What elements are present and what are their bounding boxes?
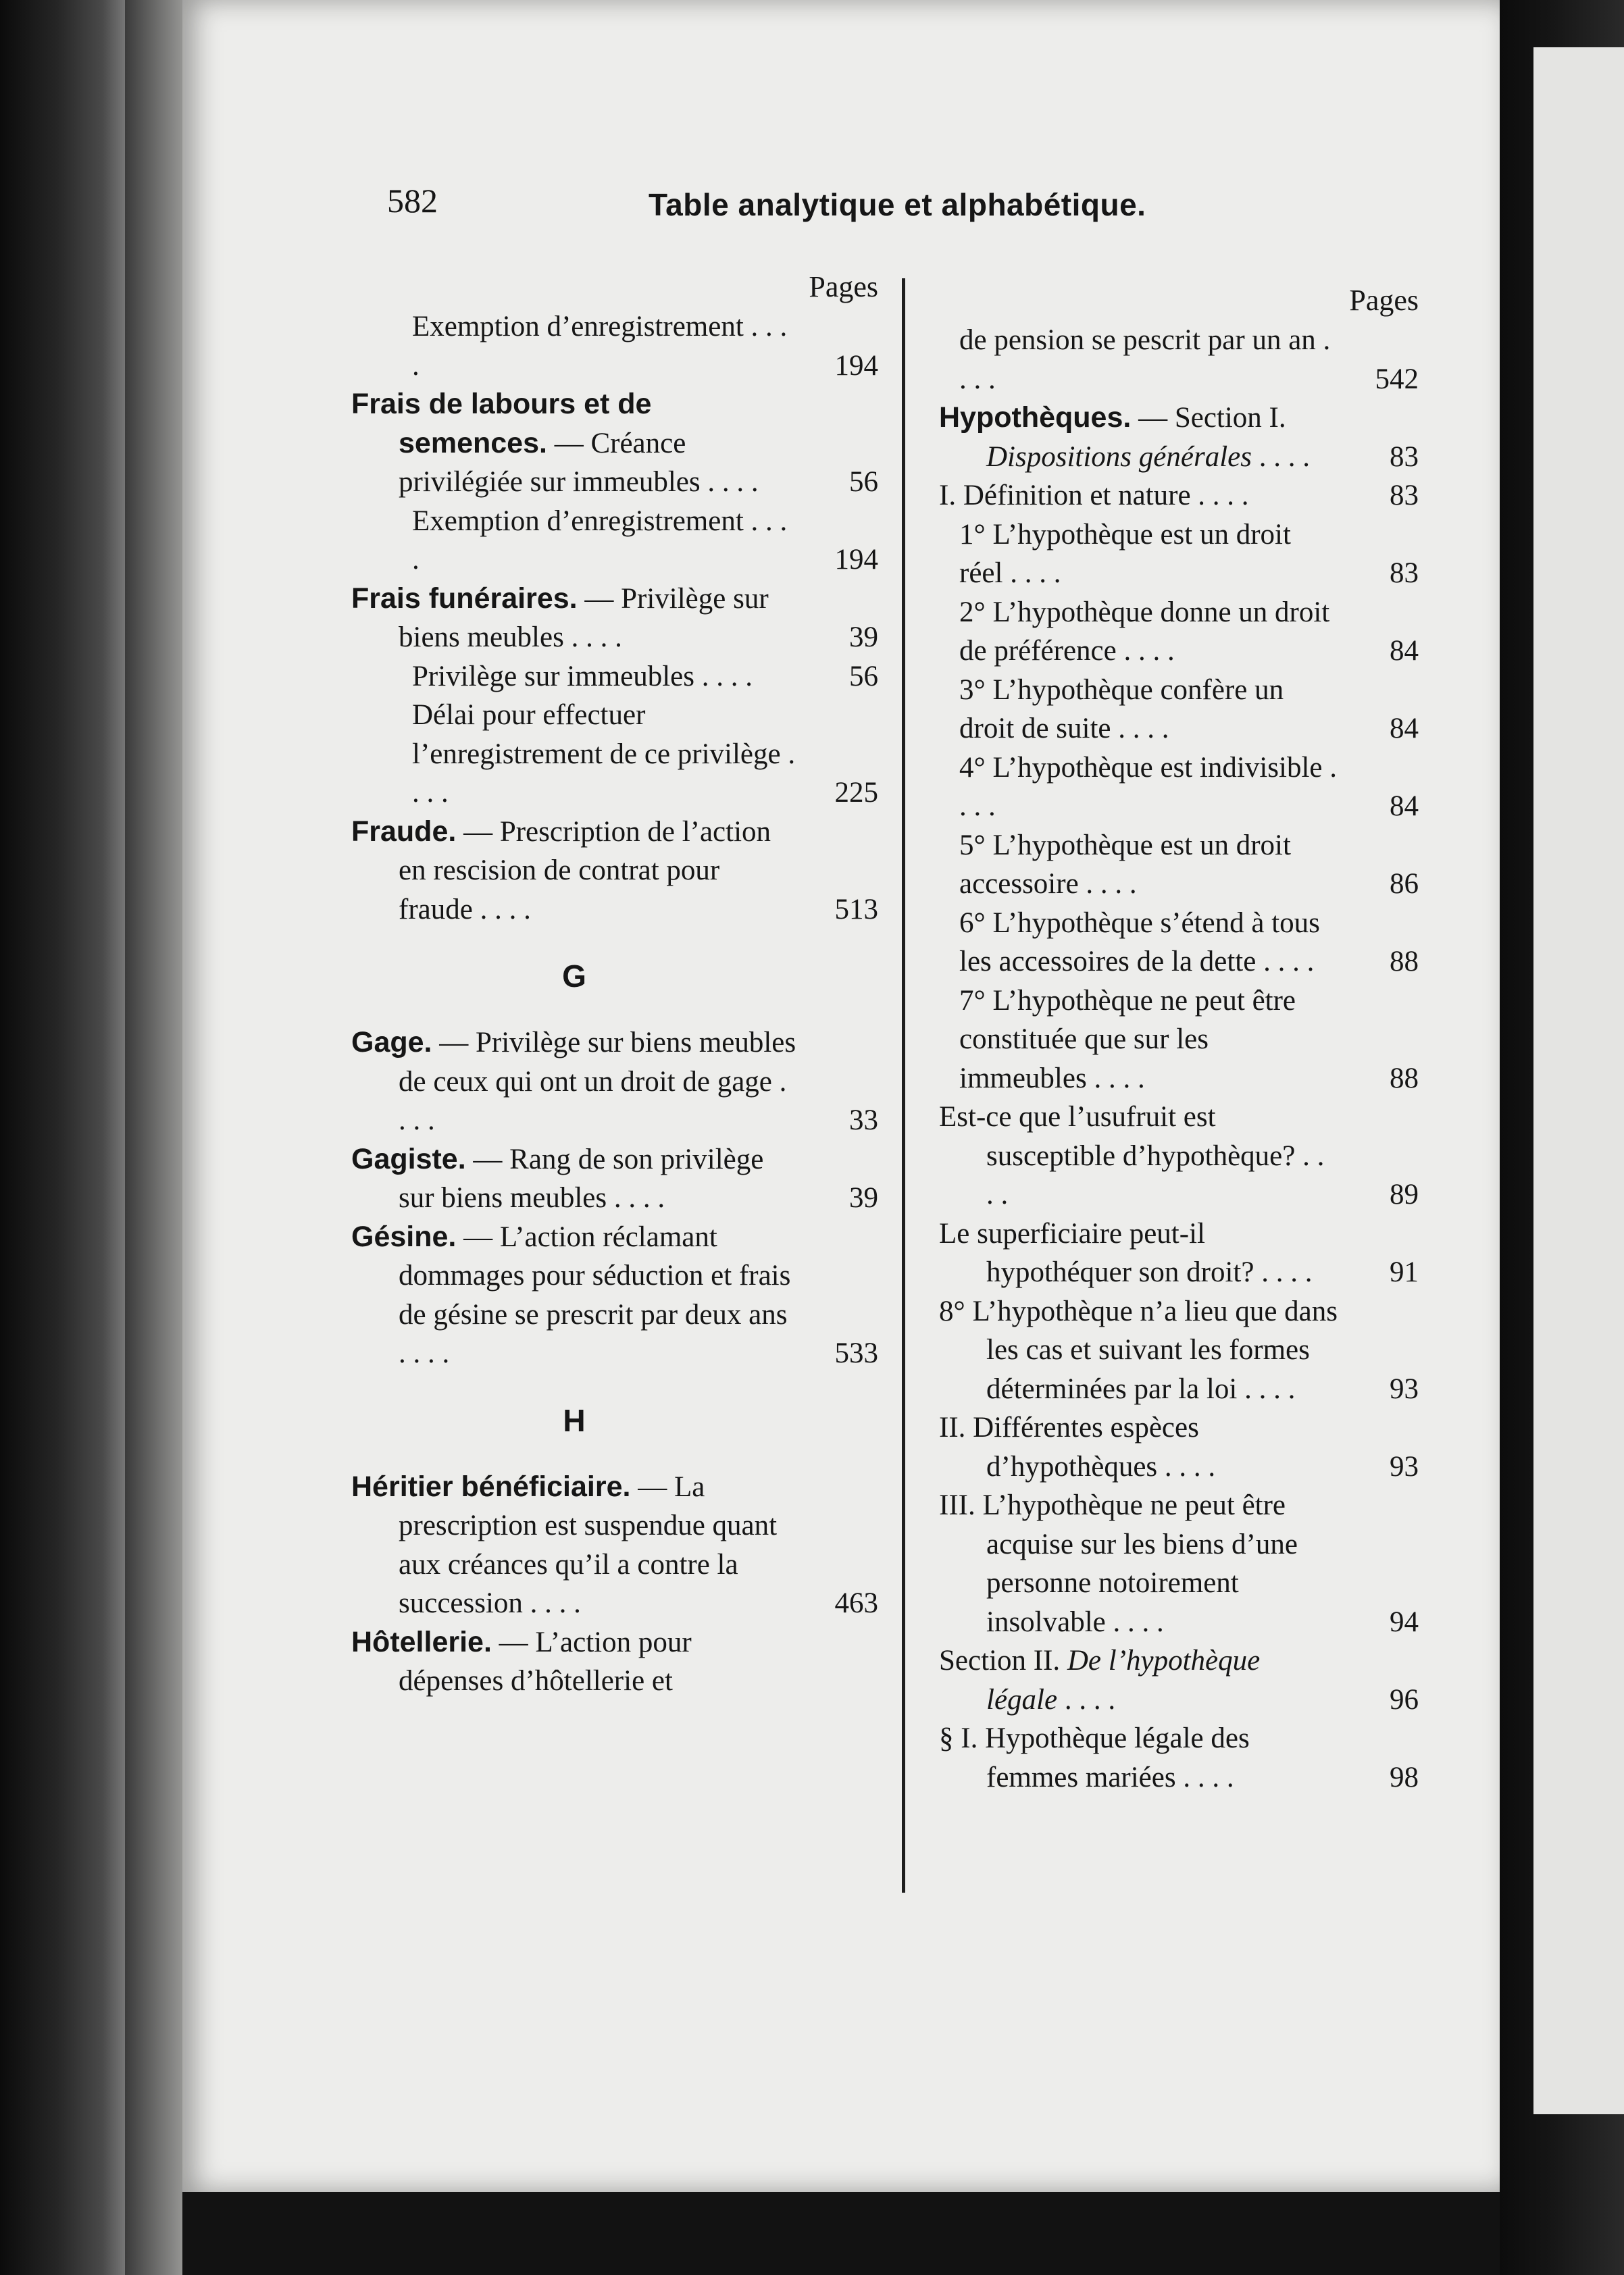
entry-description: 8° L’hypothèque n’a lieu que dans les cas et suivant les formes déterminées par la loi [939,1295,1338,1405]
leader-dots: . . . . [1057,1683,1116,1716]
page-reference: 39 [849,1182,878,1214]
index-entry [351,1140,878,1218]
leader-dots: . . . . [522,1587,581,1619]
index-entry [919,515,1419,593]
book-spine [0,0,128,2275]
right-entries [919,321,1419,1797]
index-entry [919,826,1419,904]
page-reference: 513 [834,893,878,925]
index-entry [351,1218,878,1373]
page-reference: 84 [1390,713,1419,744]
left-column [351,267,878,1701]
entry-text [351,1468,797,1623]
page-reference: 84 [1390,635,1419,667]
entry-description: Exemption d’enregistrement [412,311,744,342]
index-entry [351,385,878,502]
page-reference: 225 [834,777,878,809]
entry-text [959,515,1338,593]
page-reference: 98 [1390,1761,1419,1793]
entry-text [959,593,1338,671]
entry-description: 1° L’hypothèque est un droit réel [959,518,1291,589]
index-entry [919,1641,1419,1719]
entry-text [939,1719,1338,1797]
entry-text [351,813,797,929]
page-reference: 463 [834,1587,878,1619]
entry-text [959,671,1338,748]
index-entry [351,813,878,929]
page-reference: 83 [1390,480,1419,511]
leader-dots: . . . . [1190,480,1249,511]
bottom-border [182,2192,1500,2275]
entry-text [959,826,1338,904]
entry-heading: Gage. [351,1026,432,1058]
leader-dots: . . . . [412,505,788,576]
leader-dots: . . . . [1078,868,1137,900]
page-reference: 91 [1390,1256,1419,1288]
entry-description: Est-ce que l’usufruit est susceptible d’hypothèque? [939,1101,1296,1172]
index-entry [919,1098,1419,1215]
leader-dots: . . . . [607,1182,665,1214]
page-reference: 56 [849,466,878,498]
leader-dots: . . . . [399,1065,787,1136]
entry-description: — Créance privilégiée sur immeubles [399,427,701,498]
index-entry [919,593,1419,671]
column-divider [902,278,905,1893]
entry-heading: Gagiste. [351,1142,466,1175]
entry-description: 7° L’hypothèque ne peut être constituée que sur les immeubles [959,984,1296,1094]
leader-dots: . . . . [399,1337,450,1369]
entry-description: — La prescription est suspendue quant aux créances qu’il a contre la succession [399,1471,778,1619]
entry-description: I. Définition et nature [939,480,1191,511]
index-entry [919,1292,1419,1409]
entry-description: — Section I. [1131,402,1286,434]
index-entry [919,1408,1419,1486]
leader-dots: . . . . [986,1140,1325,1210]
index-entry [919,981,1419,1098]
entry-text [412,307,797,385]
entry-description: 3° L’hypothèque confère un droit de suite [959,673,1284,744]
entry-text [351,580,797,657]
entry-description: — L’action réclamant dommages pour séduction et frais de gésine se prescrit par deux ans [399,1221,791,1331]
leader-dots: . . . . [1116,635,1175,667]
index-entry [919,671,1419,748]
leader-dots: . . . . [1003,557,1061,589]
entry-description: Le superficiaire peut-il hypothéquer son droit? [939,1217,1254,1288]
leader-dots: . . . . [1254,1256,1313,1288]
entry-text [959,904,1338,981]
left-entries-h [351,1468,878,1701]
leader-dots: . . . . [412,311,788,382]
index-entry [919,904,1419,981]
page-reference: 194 [834,349,878,382]
entry-italic: Dispositions générales [986,440,1252,473]
leader-dots: . . . . [563,621,622,653]
entry-text [939,1292,1338,1409]
index-entry [351,1468,878,1623]
page-reference: 89 [1390,1179,1419,1210]
section-letter-g: G [562,958,586,994]
leader-dots: . . . . [1157,1450,1216,1483]
entry-text [412,657,797,696]
entry-text [412,502,797,580]
page-reference: 96 [1390,1683,1419,1716]
entry-text [939,1408,1338,1486]
leader-dots: . . . . [1237,1373,1296,1405]
page-reference: 88 [1390,1062,1419,1094]
page-reference: 94 [1390,1606,1419,1638]
left-entries-g [351,1023,878,1373]
pages-header-right: Pages [1349,284,1419,317]
page-reference: 88 [1390,946,1419,977]
entry-description: — Rang de son privilège sur biens meubles [399,1143,764,1214]
page-reference: 33 [849,1104,878,1136]
entry-heading: Frais funéraires. [351,582,578,615]
running-header: Table analytique et alphabétique. [649,187,1146,222]
entry-description: III. L’hypothèque ne peut être acquise sur les biens d’une personne notoirement insolvable [939,1489,1298,1638]
page-reference: 533 [834,1337,878,1369]
index-entry [351,580,878,657]
entry-text [939,1641,1338,1719]
entry-text [959,981,1338,1098]
index-entry [919,1719,1419,1797]
entry-text [351,1023,797,1140]
page-reference: 56 [849,660,878,692]
entry-description: II. Différentes espèces d’hypothèques [939,1412,1199,1483]
entry-description: de pension se pescrit par un an [959,324,1316,356]
index-entry [919,748,1419,826]
leader-dots: . . . . [959,324,1331,395]
page-reference: 83 [1390,440,1419,473]
entry-description: Section II. [939,1645,1067,1677]
index-entry [351,1023,878,1140]
leader-dots: . . . . [700,466,759,498]
page-reference: 542 [1375,363,1419,395]
leader-dots: . . . . [1086,1062,1145,1094]
entry-description: — Prescription de l’action en rescision de contrat pour fraude [399,815,771,925]
entry-text [351,1218,797,1373]
adjacent-page-edge [1533,47,1624,2114]
right-column [919,280,1419,1797]
entry-description: — Privilège sur biens meubles de ceux qui ont un droit de gage [399,1027,796,1098]
entry-text [939,476,1338,515]
entry-description: Exemption d’enregistrement [412,505,744,537]
entry-text [939,399,1338,476]
entry-text [939,1215,1338,1292]
entry-description: Privilège sur immeubles [412,660,694,692]
page-reference: 93 [1390,1373,1419,1405]
entry-heading: Hypothèques. [939,401,1132,434]
page-reference: 83 [1390,557,1419,589]
entry-heading: Fraude. [351,815,457,848]
page-gutter [125,0,186,2275]
leader-dots: . . . . [959,751,1338,822]
leader-dots: . . . . [1175,1761,1234,1793]
index-entry [919,399,1419,476]
entry-italic: De l’hypothèque légale [986,1645,1261,1716]
page-reference: 86 [1390,868,1419,900]
leader-dots: . . . . [1105,1606,1164,1638]
entry-heading: Frais de labours et de semences. [351,388,652,459]
leader-dots: . . . . [1251,440,1310,473]
pages-header-left: Pages [809,270,878,303]
entry-description: § I. Hypothèque légale des femmes mariées [939,1722,1250,1793]
entry-description: Délai pour effectuer l’enregistrement de ce privilège [412,699,781,770]
page-reference: 39 [849,621,878,653]
entry-description: 2° L’hypothèque donne un droit de préférence [959,596,1330,667]
index-entry [919,476,1419,515]
index-entry [919,1215,1419,1292]
entry-heading: Gésine. [351,1220,457,1253]
page-reference: 84 [1390,790,1419,822]
left-entries [351,307,878,929]
entry-text [351,385,797,502]
leader-dots: . . . . [1256,946,1315,977]
leader-dots: . . . . [1111,713,1169,744]
index-entry [919,1486,1419,1641]
entry-description: — Privilège sur biens meubles [399,582,769,653]
entry-text [939,1098,1338,1215]
entry-description: — L’action pour dépenses d’hôtellerie et [399,1626,692,1697]
index-entry [919,321,1419,399]
entry-text [351,1623,797,1701]
entry-text [959,748,1338,826]
entry-heading: Hôtellerie. [351,1625,492,1658]
index-entry [351,502,878,580]
page-reference: 93 [1390,1450,1419,1483]
entry-heading: Héritier bénéficiaire. [351,1470,631,1503]
leader-dots: . . . . [472,893,531,925]
index-entry [351,657,878,696]
index-entry [351,1623,878,1701]
leader-dots: . . . . [412,738,796,809]
page-number: 582 [387,182,438,220]
section-letter-h: H [563,1402,586,1438]
leader-dots: . . . . [694,660,753,692]
entry-description: 6° L’hypothèque s’étend à tous les accessoires de la dette [959,906,1320,977]
entry-text [412,696,797,813]
entry-text [351,1140,797,1218]
entry-text [959,321,1338,399]
entry-description: 5° L’hypothèque est un droit accessoire [959,829,1291,900]
entry-text [939,1486,1338,1641]
page-reference: 194 [834,544,878,576]
entry-description: 4° L’hypothèque est indivisible [959,751,1323,784]
index-entry [351,307,878,385]
index-entry [351,696,878,813]
